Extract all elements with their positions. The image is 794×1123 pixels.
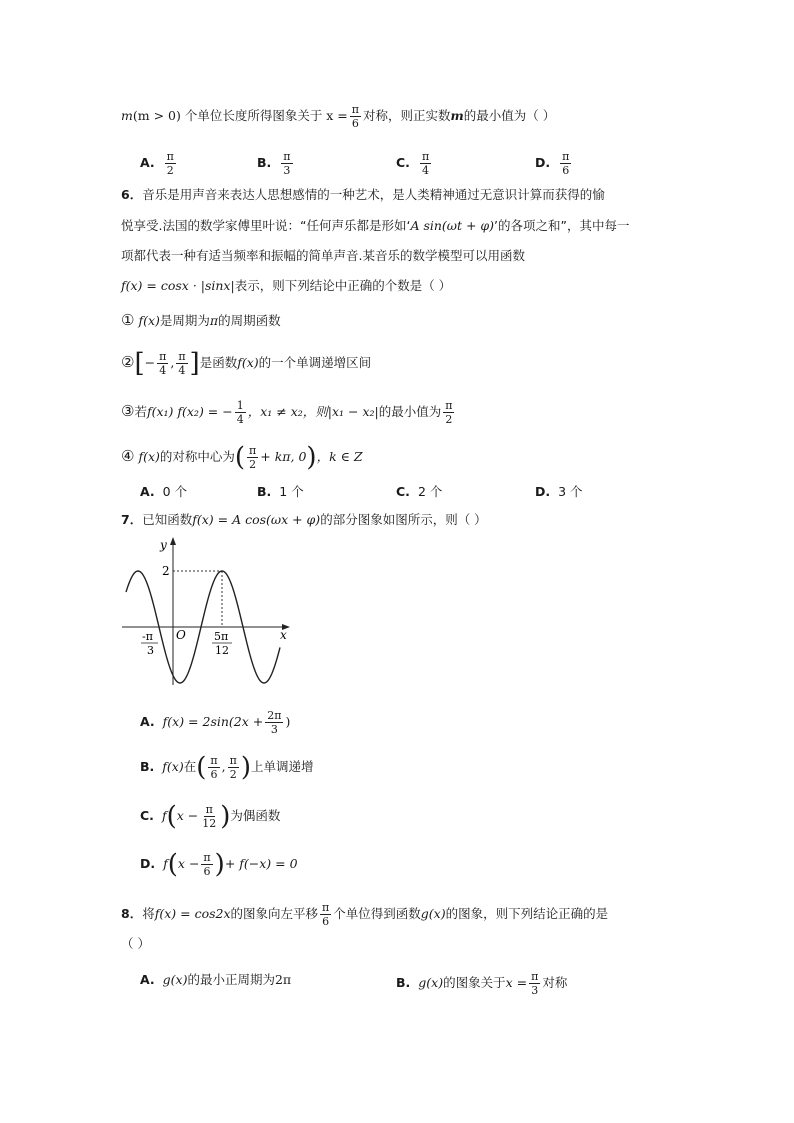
frac-num: π xyxy=(562,150,570,163)
origin-label: O xyxy=(176,628,186,642)
option-label: D. xyxy=(535,484,551,499)
option-frac xyxy=(200,803,218,830)
frac-den: 2 xyxy=(249,458,257,471)
option-label: B. xyxy=(257,155,272,170)
frac-den: 4 xyxy=(422,164,430,177)
option-text: 2 个 xyxy=(417,484,443,499)
option-math: f(x) = 2sin(2x + xyxy=(162,714,264,729)
item-mark: ② xyxy=(121,353,135,371)
item-mark: ① xyxy=(121,311,135,329)
right-paren: ) xyxy=(220,801,231,832)
option-frac xyxy=(420,150,431,177)
left-bracket: [ xyxy=(134,348,145,379)
option-text: 为偶函数 xyxy=(230,808,281,823)
q6-item-4 xyxy=(121,444,363,471)
option-math: x = xyxy=(505,975,528,990)
q8-paren-line xyxy=(121,934,150,954)
q6-line-3 xyxy=(121,246,525,266)
option-label: A. xyxy=(140,484,155,499)
frac-den: 6 xyxy=(322,915,330,928)
item-text: 若 xyxy=(134,404,147,419)
q6-number: 6． xyxy=(121,187,143,202)
q8-text: 将 xyxy=(142,906,155,921)
q8-option-a[interactable] xyxy=(140,970,291,990)
frac-num: π xyxy=(445,399,453,412)
right-paren: ) xyxy=(214,849,225,880)
q5-text-e: 的最小值为（ ） xyxy=(463,108,556,123)
frac-num: π xyxy=(166,150,174,163)
q7-text-a: 已知函数 xyxy=(142,512,193,527)
q7-option-a[interactable] xyxy=(140,709,290,736)
q7-option-c[interactable] xyxy=(140,803,280,830)
center-frac xyxy=(247,444,258,471)
option-text: 在 xyxy=(183,759,197,774)
item-math: f(x) xyxy=(138,449,160,464)
q6-item-3 xyxy=(121,399,456,426)
item-pi: π xyxy=(209,313,219,328)
q5-frac-num: π xyxy=(351,103,360,116)
option-text: 上单调递增 xyxy=(251,759,314,774)
option-text: 对称 xyxy=(542,975,568,990)
interval-frac-b xyxy=(176,350,187,377)
frac-num: π xyxy=(203,851,211,864)
q5-option-a[interactable] xyxy=(140,150,178,177)
q8-frac xyxy=(320,901,331,928)
frac-den: 2 xyxy=(445,413,453,426)
frac-den: 3 xyxy=(270,723,278,736)
option-math: x − xyxy=(176,808,199,823)
q7-option-b[interactable]: B. f(x)在( $\frac{\pi}{6}$ , $\frac{\pi}{2}$ )上单调递增 xyxy=(140,752,314,783)
q8-paren: （ ） xyxy=(121,936,150,951)
left-paren: ( xyxy=(234,442,246,473)
q5-m: m xyxy=(121,108,133,123)
option-label: A. xyxy=(140,714,155,729)
q6-option-b[interactable] xyxy=(257,482,304,502)
option-label: A. xyxy=(140,155,155,170)
q6-line2-a: 悦享受.法国的数学家傅里叶说：“任何声乐都是形如‘ xyxy=(121,218,411,233)
frac-num: π xyxy=(210,754,218,767)
option-text: 3 个 xyxy=(558,484,583,499)
option-text: 的图象关于 xyxy=(443,975,506,990)
q6-option-c[interactable] xyxy=(396,482,442,502)
q6-option-d[interactable] xyxy=(535,482,583,502)
right-bracket: ] xyxy=(189,348,200,379)
q5-option-b[interactable] xyxy=(257,150,295,177)
option-label: B. xyxy=(257,484,272,499)
option-math: f(x) xyxy=(162,759,184,774)
frac-den: 4 xyxy=(178,364,186,377)
q5-frac xyxy=(350,103,361,130)
left-tick-den: 3 xyxy=(147,644,154,657)
option-label: B. xyxy=(140,759,155,774)
option-math: ) xyxy=(285,714,291,729)
option-frac xyxy=(201,851,212,878)
q5-text-b: (m > 0) 个单位长度所得图象关于 x = xyxy=(132,108,348,123)
y-axis-label: y xyxy=(160,538,167,552)
option-label: C. xyxy=(140,808,154,823)
q6-option-a[interactable] xyxy=(140,482,187,502)
item-math: ，k ∈ Z xyxy=(316,449,363,464)
item-text: 是周期为 xyxy=(159,313,210,328)
item-text: 的周期函数 xyxy=(218,313,281,328)
item-mark: ④ xyxy=(121,447,135,465)
frac-num: π xyxy=(322,901,330,914)
item3-frac xyxy=(235,399,246,426)
q7-number: 7． xyxy=(121,512,143,527)
q8-text: 的图象，则下列结论正确的是 xyxy=(445,906,609,921)
item-math: |x₁ − x₂| xyxy=(327,404,379,419)
q7-option-d[interactable] xyxy=(140,851,298,878)
option-label: C. xyxy=(396,484,410,499)
option-math: + f(−x) = 0 xyxy=(224,856,298,871)
item-text: 的最小值为 xyxy=(378,404,442,419)
left-tick-num: -π xyxy=(142,630,153,643)
x-axis-label: x xyxy=(280,628,287,642)
frac-den: 6 xyxy=(562,164,570,177)
item-text: 的一个单调递增区间 xyxy=(258,355,372,370)
option-frac xyxy=(228,754,239,781)
q8-math: g(x) xyxy=(420,906,446,921)
option-text: 1 个 xyxy=(279,484,304,499)
frac-num: π xyxy=(249,444,257,457)
q6-line-1 xyxy=(121,185,605,205)
q5-frac-den: 6 xyxy=(351,117,359,130)
option-label: A. xyxy=(140,972,155,987)
q7-text-b: 的部分图象如图所示，则（ ） xyxy=(320,512,487,527)
q5-option-d[interactable] xyxy=(535,150,573,177)
q8-option-b[interactable] xyxy=(396,970,567,997)
q8-number: 8． xyxy=(121,906,143,921)
item-text: 是函数 xyxy=(199,355,238,370)
right-tick-den: 12 xyxy=(215,644,229,657)
frac-num: π xyxy=(178,350,186,363)
q6-line1-text: 音乐是用声音来表达人思想感情的一种艺术，是人类精神通过无意识计算而获得的愉 xyxy=(142,187,605,202)
q6-line2-math: A sin(ωt + φ) xyxy=(410,218,495,233)
interval-frac-a xyxy=(157,350,168,377)
q6-line4-math: f(x) = cosx · |sinx| xyxy=(121,278,235,293)
frac-num: 2π xyxy=(267,709,282,722)
q7-stem xyxy=(121,510,487,530)
q6-item-1 xyxy=(121,310,281,331)
frac-num: π xyxy=(283,150,291,163)
q6-line-2 xyxy=(121,216,630,236)
q5-text-c: 对称，则正实数 xyxy=(363,108,451,123)
right-tick-num: 5π xyxy=(214,630,229,643)
option-label: C. xyxy=(396,155,410,170)
option-math: f xyxy=(163,856,168,871)
q5-m-bold: m xyxy=(450,108,464,123)
item-math: f(x₁) f(x₂) = − xyxy=(146,404,233,419)
option-frac xyxy=(560,150,571,177)
option-label: D. xyxy=(140,856,156,871)
option-label: B. xyxy=(396,975,411,990)
q5-option-c[interactable] xyxy=(396,150,433,177)
option-math: 2π xyxy=(274,972,292,987)
q5-stem-line xyxy=(121,103,555,130)
option-text: 的最小正周期为 xyxy=(187,972,275,987)
frac-num: π xyxy=(159,350,167,363)
option-frac xyxy=(165,150,176,177)
left-paren: ( xyxy=(167,849,178,880)
right-paren: ) xyxy=(306,442,317,473)
frac-num: π xyxy=(531,970,539,983)
frac-num: π xyxy=(229,754,237,767)
option-math: g(x) xyxy=(162,972,188,987)
q6-line3-text: 项都代表一种有适当频率和振幅的简单声音.某音乐的数学模型可以用函数 xyxy=(121,248,525,263)
option-math: f xyxy=(161,808,167,823)
option-text: 0 个 xyxy=(162,484,188,499)
q8-stem xyxy=(121,901,608,928)
q8-math: f(x) = cos2x xyxy=(154,906,231,921)
frac-num: π xyxy=(421,150,430,163)
frac-den: 3 xyxy=(283,164,291,177)
q8-text: 的图象向左平移 xyxy=(230,906,319,921)
option-frac xyxy=(265,709,283,736)
q6-item-2: ②[− $\frac{\pi}{4}$ , $\frac{\pi}{4}$ ]是函数f(x)的一个单调递增区间 xyxy=(121,348,372,379)
frac-num: π xyxy=(205,803,213,816)
frac-num: 1 xyxy=(236,399,244,412)
frac-den: 6 xyxy=(203,865,211,878)
option-label: D. xyxy=(535,155,551,170)
option-frac xyxy=(281,150,292,177)
item-math: ，x₁ ≠ x₂，则 xyxy=(247,404,328,419)
max-value-label: 2 xyxy=(162,564,170,578)
frac-den: 4 xyxy=(236,413,244,426)
y-axis-arrow xyxy=(170,537,176,545)
option-frac xyxy=(208,754,219,781)
q6-line4-text: 表示，则下列结论中正确的个数是（ ） xyxy=(234,278,452,293)
item-mark: ③ xyxy=(121,402,135,420)
option-math: x − xyxy=(177,856,200,871)
item-math: + kπ, 0 xyxy=(260,449,307,464)
frac-den: 2 xyxy=(229,768,237,781)
frac-den: 6 xyxy=(210,768,218,781)
frac-den: 12 xyxy=(202,817,217,830)
frac-den: 2 xyxy=(166,164,174,177)
q7-math: f(x) = A cos(ωx + φ) xyxy=(192,512,321,527)
option-math: g(x) xyxy=(418,975,444,990)
q6-line2-b: ’的各项之和”，其中每一 xyxy=(494,218,630,233)
item-text: 的对称中心为 xyxy=(159,449,235,464)
left-paren: ( xyxy=(196,752,207,783)
frac-den: 4 xyxy=(159,364,167,377)
item-math: f(x) xyxy=(237,355,259,370)
option-frac xyxy=(529,970,540,997)
frac-den: 3 xyxy=(531,984,539,997)
right-paren: ) xyxy=(240,752,251,783)
left-paren: ( xyxy=(166,801,177,832)
item3-result-frac xyxy=(443,399,454,426)
item-math: f(x) xyxy=(138,313,160,328)
q8-text: 个单位得到函数 xyxy=(333,906,421,921)
q6-line-4 xyxy=(121,276,451,296)
q7-graph xyxy=(120,535,290,693)
